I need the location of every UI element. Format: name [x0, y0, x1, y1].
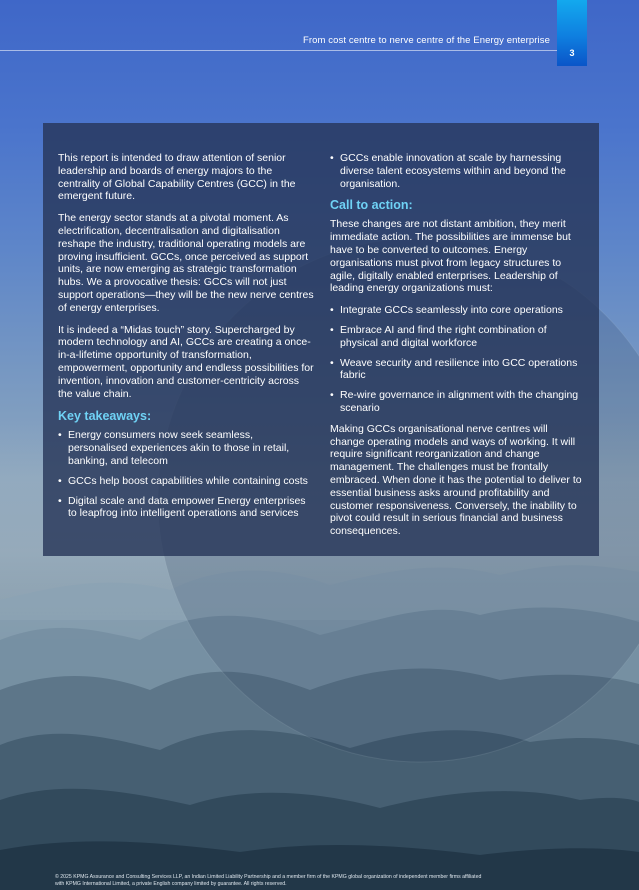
takeaway-item: • GCCs help boost capabilities while containing costs: [58, 475, 314, 488]
right-column: [330, 152, 585, 546]
top-bullet-list: [330, 152, 585, 190]
key-takeaways-list: [58, 429, 314, 520]
action-item: • Re-wire governance in alignment with the changing scenario: [330, 389, 585, 415]
takeaway-item: • Energy consumers now seek seamless, personalised experiences akin to those in retail, banking, and telecom: [58, 429, 314, 467]
running-header-title: From cost centre to nerve centre of the Energy enterprise: [302, 35, 550, 46]
action-item: • Integrate GCCs seamlessly into core operations: [330, 304, 585, 317]
left-column: [58, 152, 314, 546]
copyright-line: © 2025 KPMG Assurance and Consulting Services LLP, an Indian Limited Liability Partnership and a member firm of the KPMG global organization of independent member firms affiliated: [55, 874, 482, 880]
closing-paragraph: Making GCCs organisational nerve centres will change operating models and ways of working. It will require significant reorganization and change management. The challenges must be frontally embraced. When done it has the potential to deliver to essential business asks around profitability and customer responsiveness. Conversely, the inability to pivot could result in serious financial and business consequences.: [330, 422, 582, 538]
page-number-tab: [557, 0, 587, 66]
page-number: 3: [569, 48, 575, 58]
content-panel: [43, 123, 599, 556]
midas-paragraph: It is indeed a “Midas touch” story. Supercharged by modern technology and AI, GCCs are creating a once-in-a-lifetime opportunity of transformation, empowerment, opportunity and endless possibilities for invention, innovation and customer-centricity across the value chain.: [58, 323, 314, 400]
intro-paragraph: This report is intended to draw attention of senior leadership and boards of energy majors to the centrality of Global Capability Centres (GCC) in the emergent future.: [58, 152, 296, 203]
sector-paragraph: The energy sector stands at a pivotal moment. As electrification, decentralisation and digitalisation reshape the industry, traditional operating models are proving insufficient. GCCs, once perceived as support units, are now emerging as strategic transformation hubs. We a provocative thesis: GCCs will not just support operations—they will be the new nerve centres of energy enterprises.: [58, 212, 314, 314]
key-takeaways-heading: Key takeaways:: [58, 409, 152, 424]
action-item: • Weave security and resilience into GCC operations fabric: [330, 357, 585, 383]
call-to-action-heading: Call to action:: [330, 198, 413, 213]
call-to-action-intro: These changes are not distant ambition, they merit immediate action. The possibilities are immense but have to be converted to outcomes. Energy organisations must pivot from legacy structures to agile, digitally enabled enterprises. Leadership of leading energy organizations must:: [330, 218, 571, 295]
copyright-footer: [55, 874, 615, 887]
takeaway-item: • Digital scale and data empower Energy enterprises to leapfrog into intelligent operations and services: [58, 495, 314, 521]
action-item: • Embrace AI and find the right combination of physical and digital workforce: [330, 324, 585, 350]
takeaway-item: • GCCs enable innovation at scale by harnessing diverse talent ecosystems within and beyond the organisation.: [330, 152, 585, 190]
action-list: [330, 304, 585, 415]
copyright-line: with KPMG International Limited, a private English company limited by guarantee. All rights reserved.: [55, 880, 287, 887]
header-rule: [0, 50, 557, 51]
